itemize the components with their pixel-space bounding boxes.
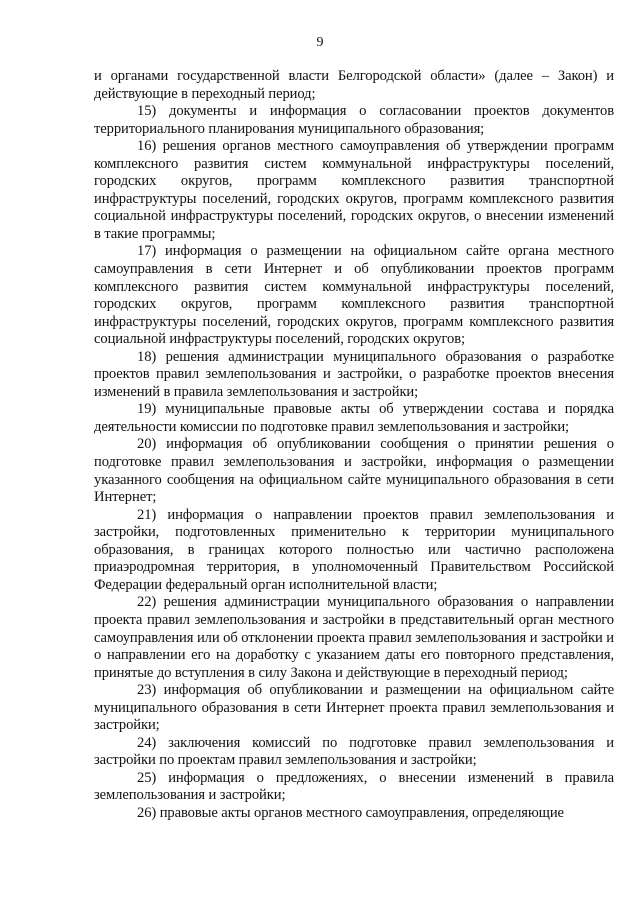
list-item-16: 16) решения органов местного самоуправления об утверждении программ комплексного развития систем коммунальной инфраструктуры поселений, городских округов, программ комплексного развития транспортной инфраструктуры поселений, городских округов, программ комплексного развития социальной инфраструктуры поселений, городских округов, о внесении изменений в такие программы; [94,138,614,242]
list-item-23: 23) информация об опубликовании и размещении на официальном сайте муниципального образования в сети Интернет проекта правил землепользования и застройки; [94,682,614,734]
list-item-26: 26) правовые акты органов местного самоуправления, определяющие [137,804,564,821]
list-item-25: 25) информация о предложениях, о внесении изменений в правила землепользования и застройки; [94,769,614,804]
list-item-22: 22) решения администрации муниципального образования о направлении проекта правил землепользования и застройки в представительный орган местного самоуправления или об отклонении проекта правил землепользования и застройки и о направлении его на доработку с указанием даты его повторного представления, принятые до вступления в силу Закона и действующие в переходный период; [94,594,614,681]
list-item-20: 20) информация об опубликовании сообщения о принятии решения о подготовке правил землепользования и застройки, информация о размещении указанного сообщения на официальном сайте муниципального образования в сети Интернет; [94,436,614,506]
list-item-17: 17) информация о размещении на официальном сайте органа местного самоуправления в сети Интернет и об опубликовании проектов программ комплексного развития систем коммунальной инфраструктуры поселений, городских округов, программ комплексного развития транспортной инфраструктуры поселений, городских округов, программ комплексного развития социальной инфраструктуры поселений, городских округов; [94,243,614,348]
page-number: 9 [316,35,324,50]
list-item-15: 15) документы и информация о согласовании проектов документов территориального планирования муниципального образования; [94,103,614,137]
document-body [94,68,614,823]
paragraph-continuation: и органами государственной власти Белгородской области» (далее – Закон) и действующие в переходный период; [94,68,614,102]
list-item-21: 21) информация о направлении проектов правил землепользования и застройки, подготовленных применительно к территории муниципального образования, в границах которого полностью или частично расположена приаэродромная территория, в уполномоченный Правительством Российской Федерации федеральный орган исполнительной власти; [94,506,614,593]
list-item-18: 18) решения администрации муниципального образования о разработке проектов правил землепользования и застройки, о разработке проектов внесения изменений в правила землепользования и застройки; [94,348,614,400]
list-item-24: 24) заключения комиссий по подготовке правил землепользования и застройки по проектам правил землепользования и застройки; [94,734,614,769]
list-item-19: 19) муниципальные правовые акты об утверждении состава и порядка деятельности комиссии по подготовке правил землепользования и застройки; [94,401,614,435]
